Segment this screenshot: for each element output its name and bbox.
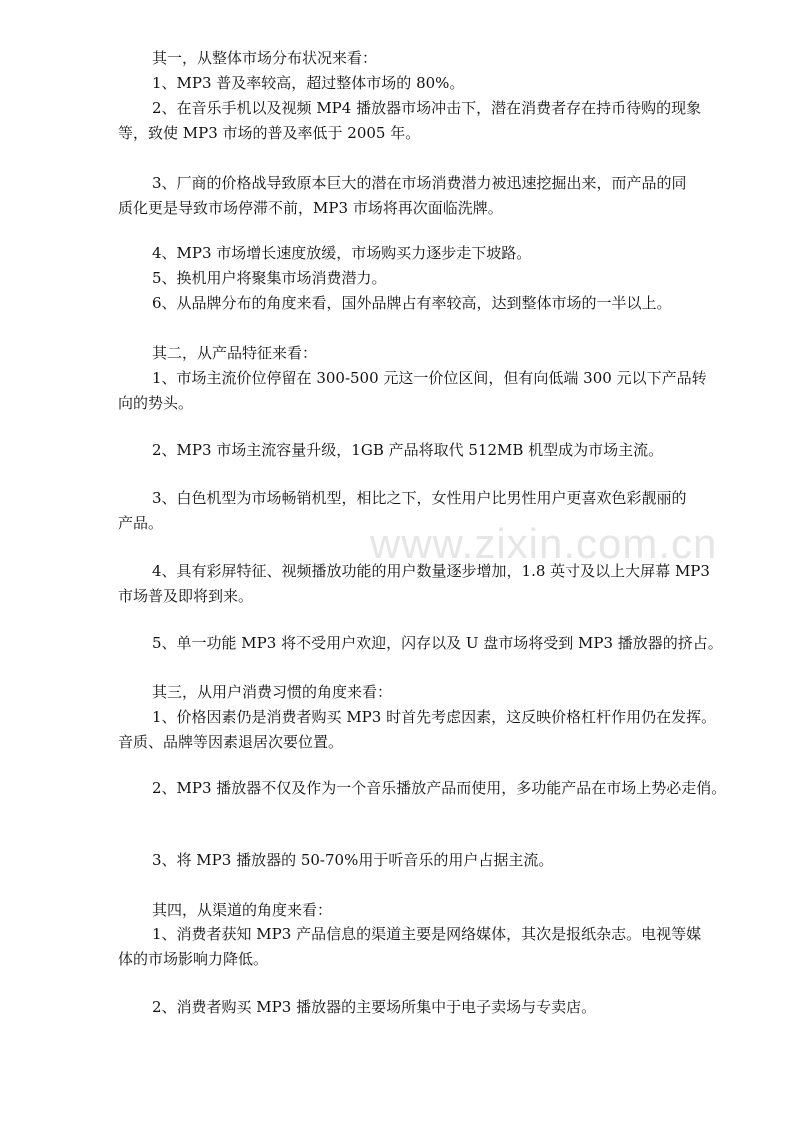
section-heading: 其三，从用户消费习惯的角度来看： <box>152 683 393 701</box>
list-item: 5、单一功能 MP3 将不受用户欢迎，闪存以及 U 盘市场将受到 MP3 播放器的挤占。 <box>152 634 723 652</box>
list-item-continuation: 产品。 <box>118 514 164 532</box>
watermark: www.zixin.com.cn <box>370 520 718 567</box>
list-item: 4、具有彩屏特征、视频播放功能的用户数量逐步增加，1.8 英寸及以上大屏幕 MP3 <box>152 562 710 580</box>
list-item: 1、市场主流价位停留在 300-500 元这一价位区间，但有向低端 300 元以下产品转 <box>152 369 707 387</box>
list-item: 2、MP3 市场主流容量升级，1GB 产品将取代 512MB 机型成为市场主流。 <box>152 441 664 459</box>
list-item-continuation: 质化更是导致市场停滞不前，MP3 市场将再次面临洗牌。 <box>118 199 503 217</box>
list-item: 2、消费者购买 MP3 播放器的主要场所集中于电子卖场与专卖店。 <box>152 998 597 1016</box>
list-item-continuation: 体的市场影响力降低。 <box>118 950 269 968</box>
list-item: 3、白色机型为市场畅销机型，相比之下，女性用户比男性用户更喜欢色彩靓丽的 <box>152 489 687 507</box>
list-item: 3、将 MP3 播放器的 50-70%用于听音乐的用户占据主流。 <box>152 851 554 869</box>
section-heading: 其二，从产品特征来看： <box>152 344 318 362</box>
list-item: 1、价格因素仍是消费者购买 MP3 时首先考虑因素，这反映价格杠杆作用仍在发挥。 <box>152 708 717 726</box>
list-item: 1、MP3 普及率较高，超过整体市场的 80%。 <box>152 74 465 92</box>
list-item: 2、在音乐手机以及视频 MP4 播放器市场冲击下，潜在消费者存在持币待购的现象 <box>152 99 702 117</box>
list-item-continuation: 音质、品牌等因素退居次要位置。 <box>118 733 344 751</box>
list-item-continuation: 向的势头。 <box>118 394 194 412</box>
list-item: 6、从品牌分布的角度来看，国外品牌占有率较高，达到整体市场的一半以上。 <box>152 294 672 312</box>
list-item-continuation: 等，致使 MP3 市场的普及率低于 2005 年。 <box>118 124 421 142</box>
list-item: 5、换机用户将聚集市场消费潜力。 <box>152 269 387 287</box>
list-item: 2、MP3 播放器不仅及作为一个音乐播放产品而使用，多功能产品在市场上势必走俏。 <box>152 779 727 797</box>
list-item: 4、MP3 市场增长速度放缓，市场购买力逐步走下坡路。 <box>152 244 532 262</box>
list-item: 1、消费者获知 MP3 产品信息的渠道主要是网络媒体，其次是报纸杂志。电视等媒 <box>152 925 702 943</box>
list-item: 3、厂商的价格战导致原本巨大的潜在市场消费潜力被迅速挖掘出来，而产品的同 <box>152 174 687 192</box>
section-heading: 其一，从整体市场分布状况来看： <box>152 49 378 67</box>
section-heading: 其四，从渠道的角度来看： <box>152 901 333 919</box>
list-item-continuation: 市场普及即将到来。 <box>118 587 254 605</box>
